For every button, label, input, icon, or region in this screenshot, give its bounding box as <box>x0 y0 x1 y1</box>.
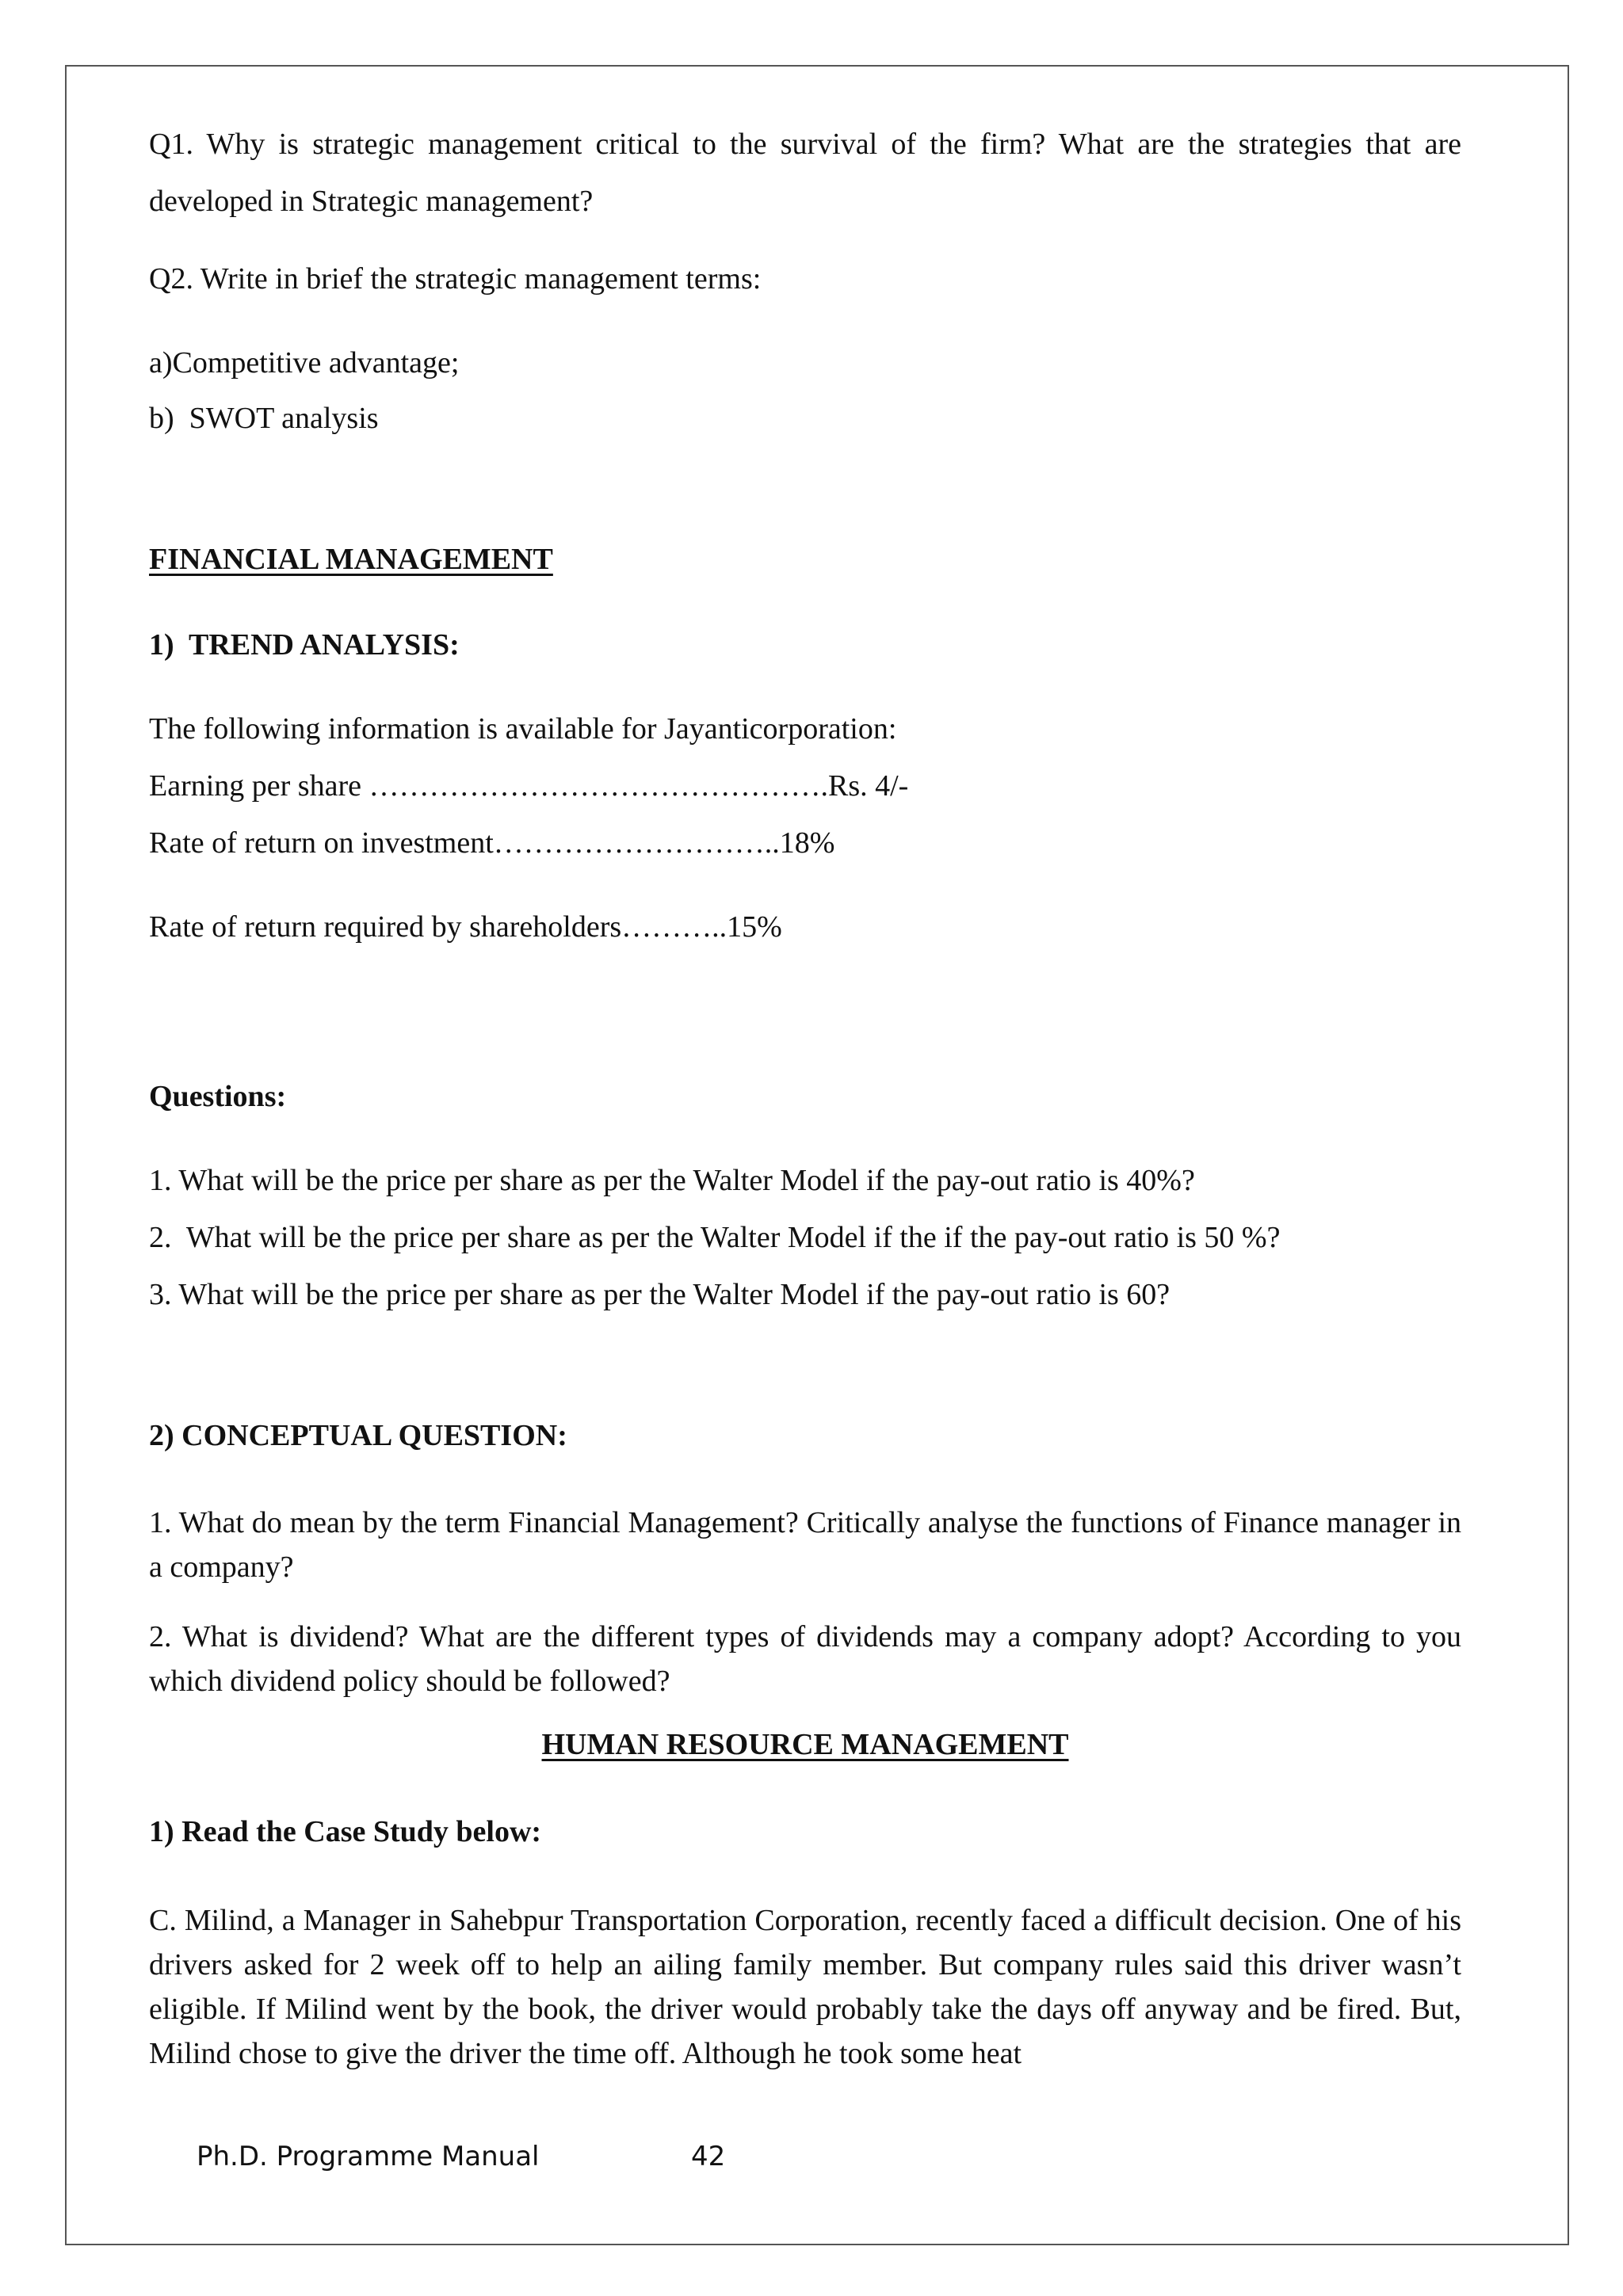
info-intro: The following information is available for Jayanticorporation: <box>149 712 897 746</box>
info-roi: Rate of return on investment………………………..18% <box>149 826 835 860</box>
footer-manual-name: Ph.D. Programme Manual <box>197 2141 540 2172</box>
strategic-item-a: a)Competitive advantage; <box>149 346 460 379</box>
conceptual-q2: 2. What is dividend? What are the different types of dividends may a company adopt? According to you which dividend policy should be followed? <box>149 1620 1461 1698</box>
question-2: 2. What will be the price per share as per the Walter Model if the if the pay-out ratio is 50 %? <box>149 1221 1281 1254</box>
financial-title: FINANCIAL MANAGEMENT <box>149 543 553 576</box>
trend-heading: 1) TREND ANALYSIS: <box>149 628 460 662</box>
question-3: 3. What will be the price per share as per the Walter Model if the pay-out ratio is 60? <box>149 1278 1170 1311</box>
info-required-return: Rate of return required by shareholders………..15% <box>149 910 782 944</box>
hr-title: HUMAN RESOURCE MANAGEMENT <box>541 1728 1069 1761</box>
question-1: 1. What will be the price per share as per the Walter Model if the pay-out ratio is 40%? <box>149 1164 1195 1197</box>
conceptual-heading: 2) CONCEPTUAL QUESTION: <box>149 1419 567 1452</box>
hr-title-wrap <box>149 1727 1461 1764</box>
conceptual-q1: 1. What do mean by the term Financial Management? Critically analyse the functions of Finance manager in a company? <box>149 1506 1461 1584</box>
info-eps: Earning per share ……………………………………….Rs. 4/- <box>149 769 909 803</box>
page-number: 42 <box>691 2141 726 2172</box>
case-text: C. Milind, a Manager in Sahebpur Transportation Corporation, recently faced a difficult decision. One of his drivers asked for 2 week off to help an ailing family member. But company rules said this driver wasn’t eligible. If Milind went by the book, the driver would probably take the days off anyway and be fired. But, Milind chose to give the driver the time off. Although he took some heat <box>149 1904 1461 2070</box>
strategic-q1: Q1. Why is strategic management critical to the survival of the firm? What are the strategies that are developed in Strategic management? <box>149 128 1461 218</box>
strategic-q2: Q2. Write in brief the strategic management terms: <box>149 262 762 296</box>
strategic-item-b: b) SWOT analysis <box>149 402 379 435</box>
questions-heading: Questions: <box>149 1080 287 1113</box>
case-heading: 1) Read the Case Study below: <box>149 1815 542 1848</box>
